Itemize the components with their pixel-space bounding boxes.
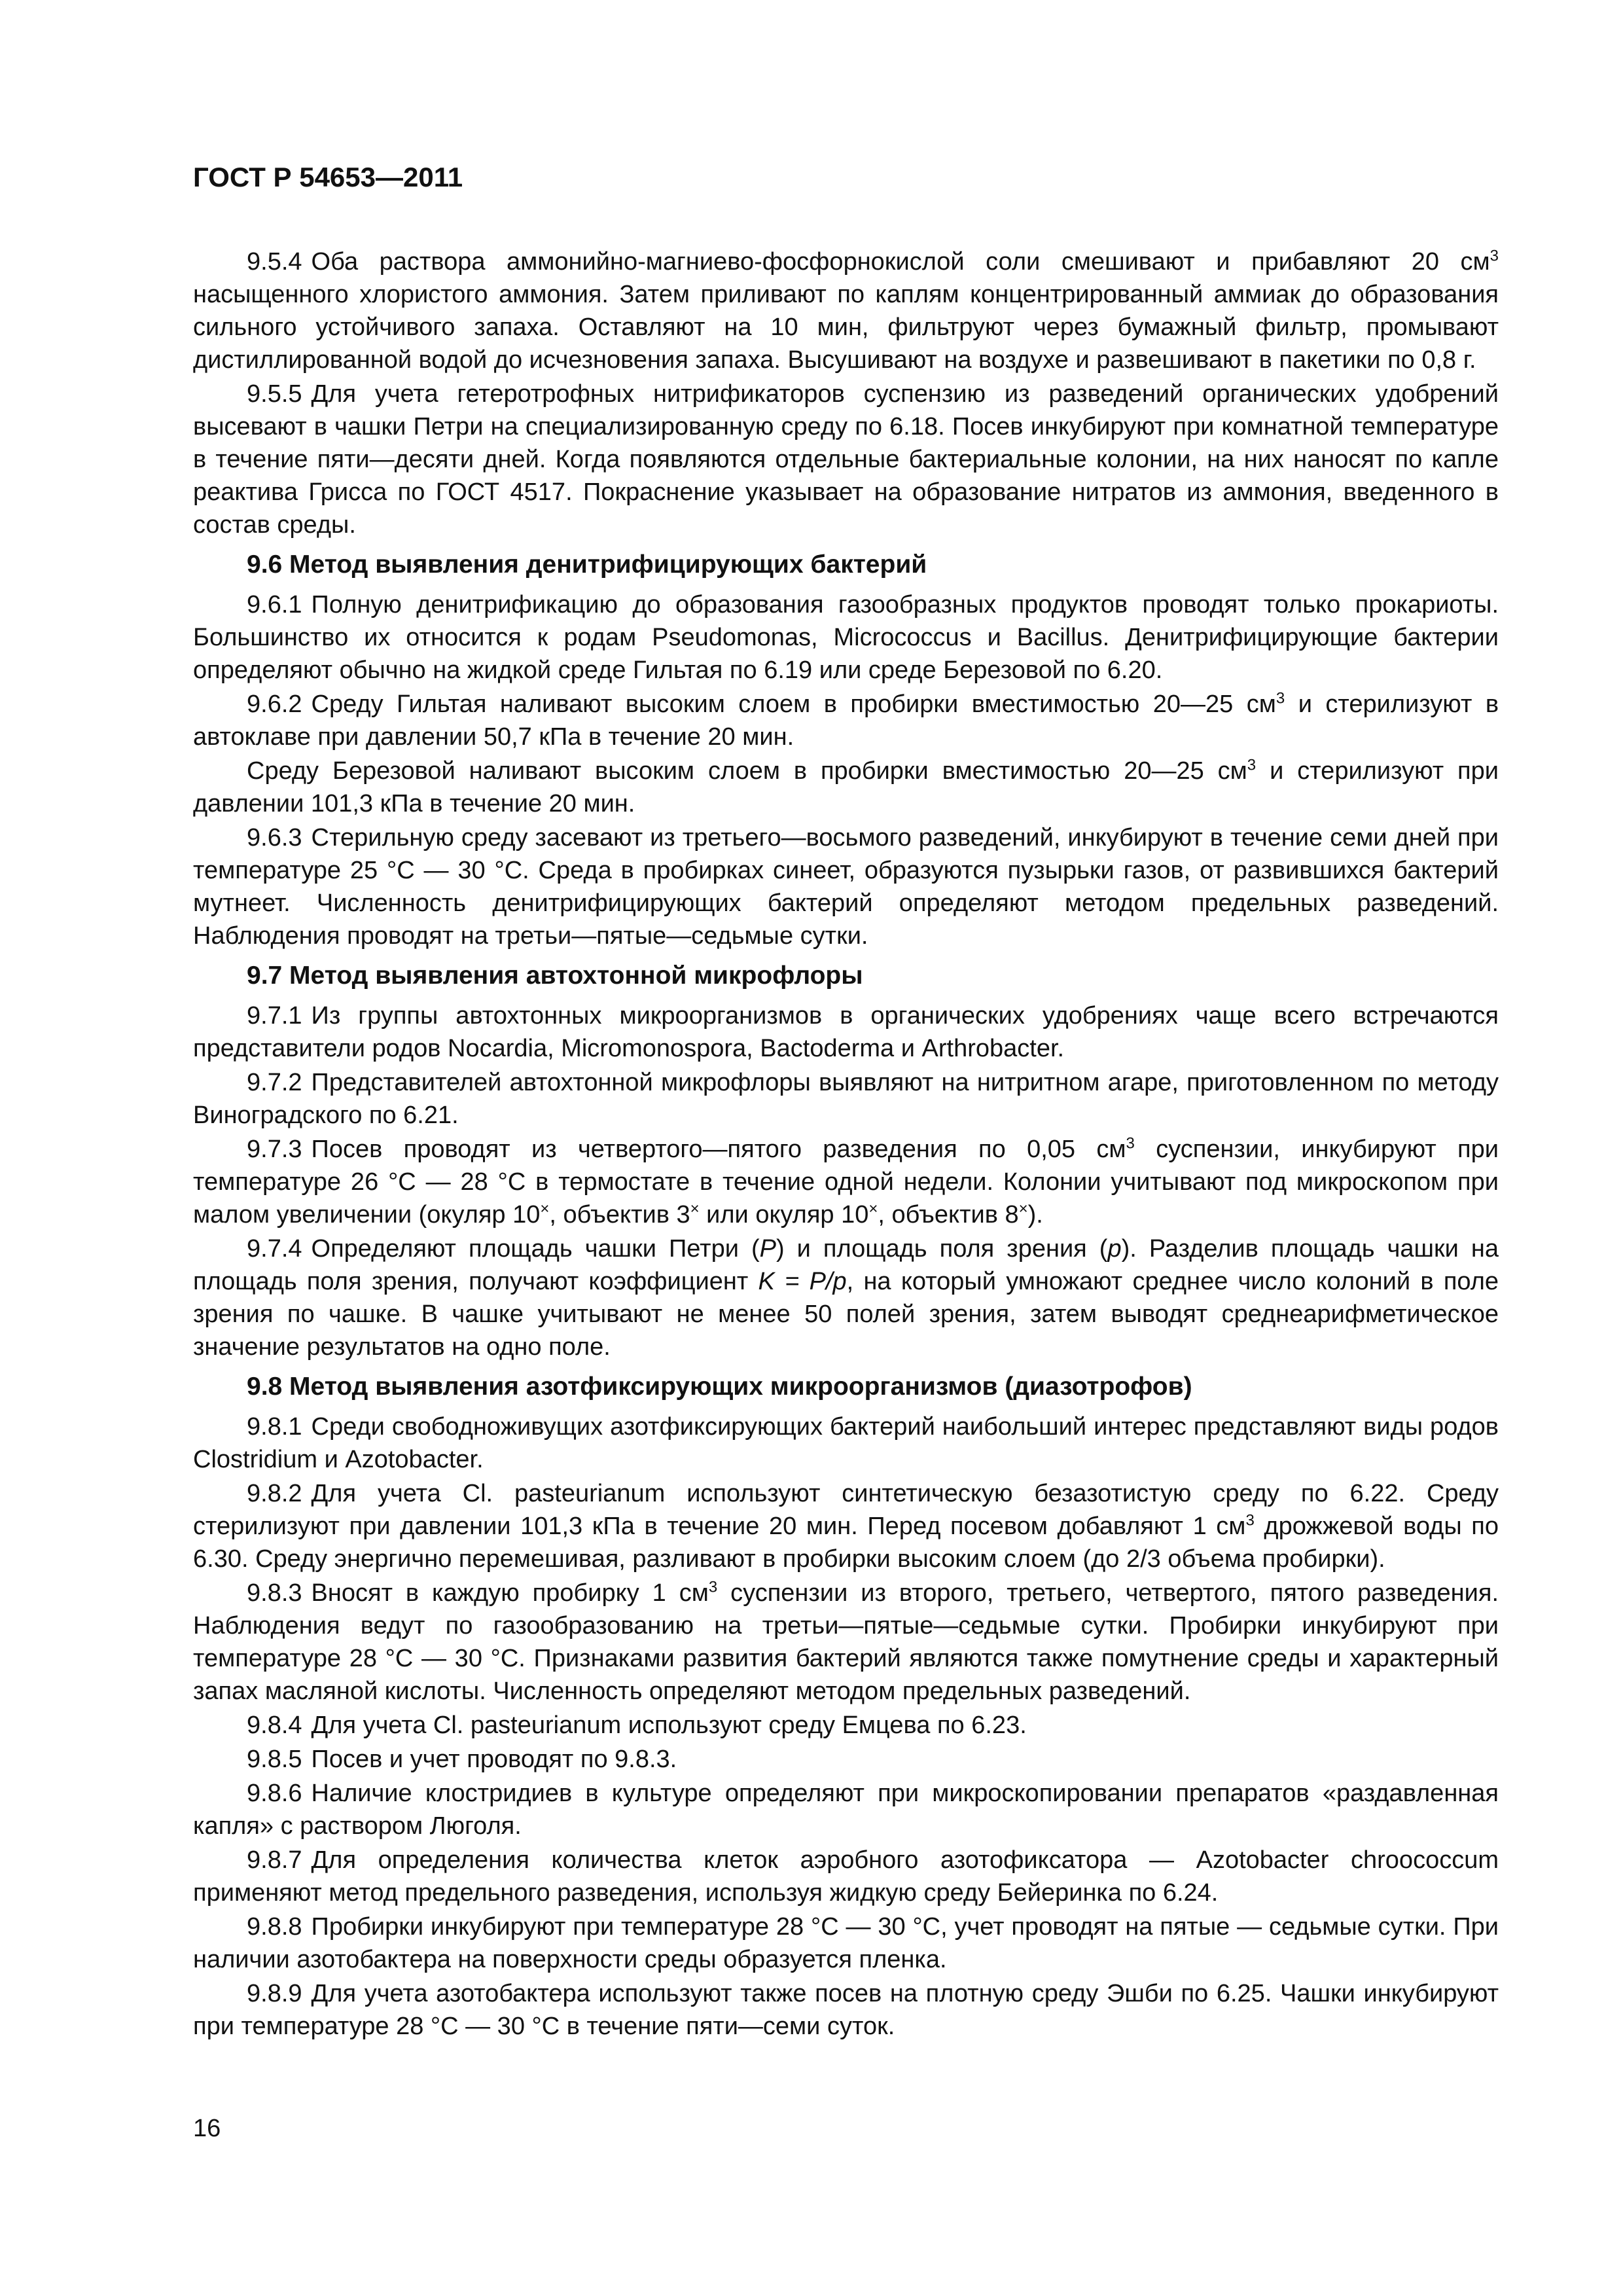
clause-number: 9.5.5 xyxy=(247,380,302,408)
italic-symbol: Р xyxy=(759,1235,776,1263)
paragraph xyxy=(193,1709,1499,1742)
superscript: 3 xyxy=(1247,756,1257,774)
document-body xyxy=(193,245,1499,2043)
section-heading: 9.6 Метод выявления денитрифицирующих бактерий xyxy=(247,550,927,579)
clause-number: 9.8.2 xyxy=(247,1480,302,1507)
clause-number: 9.8.4 xyxy=(247,1712,302,1739)
text-run: суспензии из второго, третьего, четвертого, пятого разведения. Наблюдения ведут по газообразованию на третьи—пятые—седьмые сутки. Пробирки инкубируют при температуре 28 °С — 30 °С. Признаками развития бактерий являются также помутнение среды и характерный запах масляной кислоты. Численность определяют методом предельных разведений. xyxy=(193,1579,1499,1705)
superscript: 3 xyxy=(1275,689,1285,708)
clause-number: 9.6.2 xyxy=(247,691,302,718)
clause-number: 9.8.6 xyxy=(247,1780,302,1807)
text-run: Стерильную среду засевают из третьего—восьмого разведений, инкубируют в течение семи дней при температуре 25 °С — 30 °С. Среда в пробирках синеет, образуются пузырьки газов, от развившихся бактерий мутнеет. Численность денитрифицирующих бактерий определяют методом предельных разведений. Наблюдения проводят на третьи—пятые—седьмые сутки. xyxy=(193,824,1499,950)
text-run: Посев проводят из четвертого—пятого разведения по 0,05 см xyxy=(311,1136,1126,1163)
clause-number: 9.7.3 xyxy=(247,1136,302,1163)
text-run: Вносят в каждую пробирку 1 см xyxy=(311,1579,709,1607)
paragraph xyxy=(193,1743,1499,1776)
superscript: 3 xyxy=(708,1578,718,1596)
superscript: × xyxy=(540,1200,550,1218)
paragraph xyxy=(193,1977,1499,2043)
clause-number: 9.6.3 xyxy=(247,824,302,852)
clause-number: 9.8.1 xyxy=(247,1413,302,1441)
text-run: и стерилизуют при давлении 101,3 кПа в течение 20 мин. xyxy=(193,757,1499,817)
text-run: Наличие клостридиев в культуре определяют при микроскопировании препаратов «раздавленная капля» с раствором Люголя. xyxy=(193,1780,1499,1840)
clause-number: 9.7.2 xyxy=(247,1069,302,1096)
superscript: × xyxy=(690,1200,700,1218)
clause-number: 9.7.4 xyxy=(247,1235,302,1263)
text-run: Для учета Cl. pasteurianum используют синтетическую безазотистую среду по 6.22. Среду стерилизуют при давлении 101,3 кПа в течение 20 мин. Перед посевом добавляют 1 см xyxy=(193,1480,1499,1540)
text-run: дрожжевой воды по 6.30. Среду энергично перемешивая, разливают в пробирки высоким слоем (до 2/3 объема пробирки). xyxy=(193,1513,1499,1573)
paragraph xyxy=(193,1066,1499,1132)
text-run: Для учета Cl. pasteurianum используют среду Емцева по 6.23. xyxy=(311,1712,1027,1739)
text-run: Определяют площадь чашки Петри ( xyxy=(311,1235,760,1263)
paragraph xyxy=(193,1577,1499,1708)
text-run: или окуляр 10 xyxy=(699,1201,869,1229)
text-run: Для учета гетеротрофных нитрификаторов суспензию из разведений органических удобрений высевают в чашки Петри на специализированную среду по 6.18. Посев инкубируют при комнатной температуре в течение пяти—десяти дней. Когда появляются отдельные бактериальные колонии, на них наносят по капле реактива Грисса по ГОСТ 4517. Покраснение указывает на образование нитратов из аммония, введенного в состав среды. xyxy=(193,380,1499,539)
paragraph xyxy=(193,755,1499,820)
text-run: , объектив 3 xyxy=(549,1201,690,1229)
section-heading: 9.8 Метод выявления азотфиксирующих микроорганизмов (диазотрофов) xyxy=(247,1372,1192,1401)
paragraph xyxy=(193,378,1499,541)
standard-code-header: ГОСТ Р 54653—2011 xyxy=(193,162,463,192)
document-page xyxy=(193,160,1499,2044)
paragraph xyxy=(193,1133,1499,1231)
page-number: 16 xyxy=(193,2115,221,2142)
paragraph xyxy=(193,999,1499,1065)
text-run: насыщенного хлористого аммония. Затем приливают по каплям концентрированный аммиак до образования сильного устойчивого запаха. Оставляют на 10 мин, фильтруют через бумажный фильтр, промывают дистиллированной водой до исчезновения запаха. Высушивают на воздухе и развешивают в пакетики по 0,8 г. xyxy=(193,281,1499,374)
paragraph xyxy=(193,1910,1499,1976)
clause-number: 9.8.7 xyxy=(247,1846,302,1874)
paragraph xyxy=(193,1844,1499,1909)
paragraph xyxy=(193,588,1499,687)
text-run: Оба раствора аммонийно-магниево-фосфорнокислой соли смешивают и прибавляют 20 см xyxy=(311,248,1490,276)
paragraph xyxy=(193,245,1499,376)
text-run: Посев и учет проводят по 9.8.3. xyxy=(311,1746,677,1773)
superscript: × xyxy=(868,1200,878,1218)
text-run: , на который умножают среднее число колоний в поле зрения по чашке. В чашке учитывают не менее 50 полей зрения, затем выводят среднеарифметическое значение результатов на одно поле. xyxy=(193,1268,1499,1361)
text-run: суспензии, инкубируют при температуре 26 °С — 28 °С в термостате в течение одной недели. Колонии учитывают под микроскопом при малом увеличении (окуляр 10 xyxy=(193,1136,1499,1229)
clause-number: 9.6.1 xyxy=(247,591,302,619)
text-run: и стерилизуют в автоклаве при давлении 50,7 кПа в течение 20 мин. xyxy=(193,691,1499,751)
text-run: ). Разделив площадь чашки на площадь поля зрения, получают коэффициент xyxy=(193,1235,1499,1295)
superscript: 3 xyxy=(1489,247,1499,265)
text-run: Пробирки инкубируют при температуре 28 °С — 30 °С, учет проводят на пятые — седьмые сутки. При наличии азотобактера на поверхности среды образуется пленка. xyxy=(193,1913,1499,1973)
text-run: Представителей автохтонной микрофлоры выявляют на нитритном агаре, приготовленном по методу Виноградского по 6.21. xyxy=(193,1069,1499,1129)
clause-number: 9.8.5 xyxy=(247,1746,302,1773)
clause-number: 9.7.1 xyxy=(247,1002,302,1030)
superscript: × xyxy=(1018,1200,1028,1218)
text-run: , объектив 8 xyxy=(878,1201,1019,1229)
italic-symbol: р xyxy=(1107,1235,1122,1263)
clause-number: 9.8.8 xyxy=(247,1913,302,1941)
text-run: Полную денитрификацию до образования газообразных продуктов проводят только прокариоты. Большинство их относится к родам Pseudomonas, Micrococcus и Bacillus. Денитрифицирующие бактерии определяют обычно на жидкой среде Гильтая по 6.19 или среде Березовой по 6.20. xyxy=(193,591,1499,684)
text-run: Для определения количества клеток аэробного азотофиксатора — Azotobacter chroococcum применяют метод предельного разведения, используя жидкую среду Бейеринка по 6.24. xyxy=(193,1846,1499,1907)
superscript: 3 xyxy=(1245,1511,1255,1530)
clause-number: 9.8.3 xyxy=(247,1579,302,1607)
text-run: ). xyxy=(1027,1201,1043,1229)
clause-number: 9.8.9 xyxy=(247,1980,302,2007)
paragraph xyxy=(193,688,1499,753)
paragraph xyxy=(193,1777,1499,1842)
text-run: Среди свободноживущих азотфиксирующих бактерий наибольший интерес представляют виды родов Clostridium и Azotobacter. xyxy=(193,1413,1499,1473)
paragraph xyxy=(193,1477,1499,1575)
clause-number: 9.5.4 xyxy=(247,248,302,276)
superscript: 3 xyxy=(1126,1134,1135,1153)
paragraph xyxy=(193,1410,1499,1476)
text-run: ) и площадь поля зрения ( xyxy=(776,1235,1108,1263)
text-run: Среду Березовой наливают высоким слоем в пробирки вместимостью 20—25 см xyxy=(247,757,1247,785)
paragraph xyxy=(193,1232,1499,1363)
text-run: Среду Гильтая наливают высоким слоем в пробирки вместимостью 20—25 см xyxy=(311,691,1276,718)
text-run: Из группы автохтонных микроорганизмов в органических удобрениях чаще всего встречаются представители родов Nocardia, Micromonospora, Bactoderma и Arthrobacter. xyxy=(193,1002,1499,1062)
section-heading: 9.7 Метод выявления автохтонной микрофлоры xyxy=(247,961,863,990)
paragraph xyxy=(193,821,1499,952)
text-run: Для учета азотобактера используют также посев на плотную среду Эшби по 6.25. Чашки инкубируют при температуре 28 °С — 30 °С в течение пяти—семи суток. xyxy=(193,1980,1499,2040)
italic-symbol: K = P/p xyxy=(758,1268,847,1295)
